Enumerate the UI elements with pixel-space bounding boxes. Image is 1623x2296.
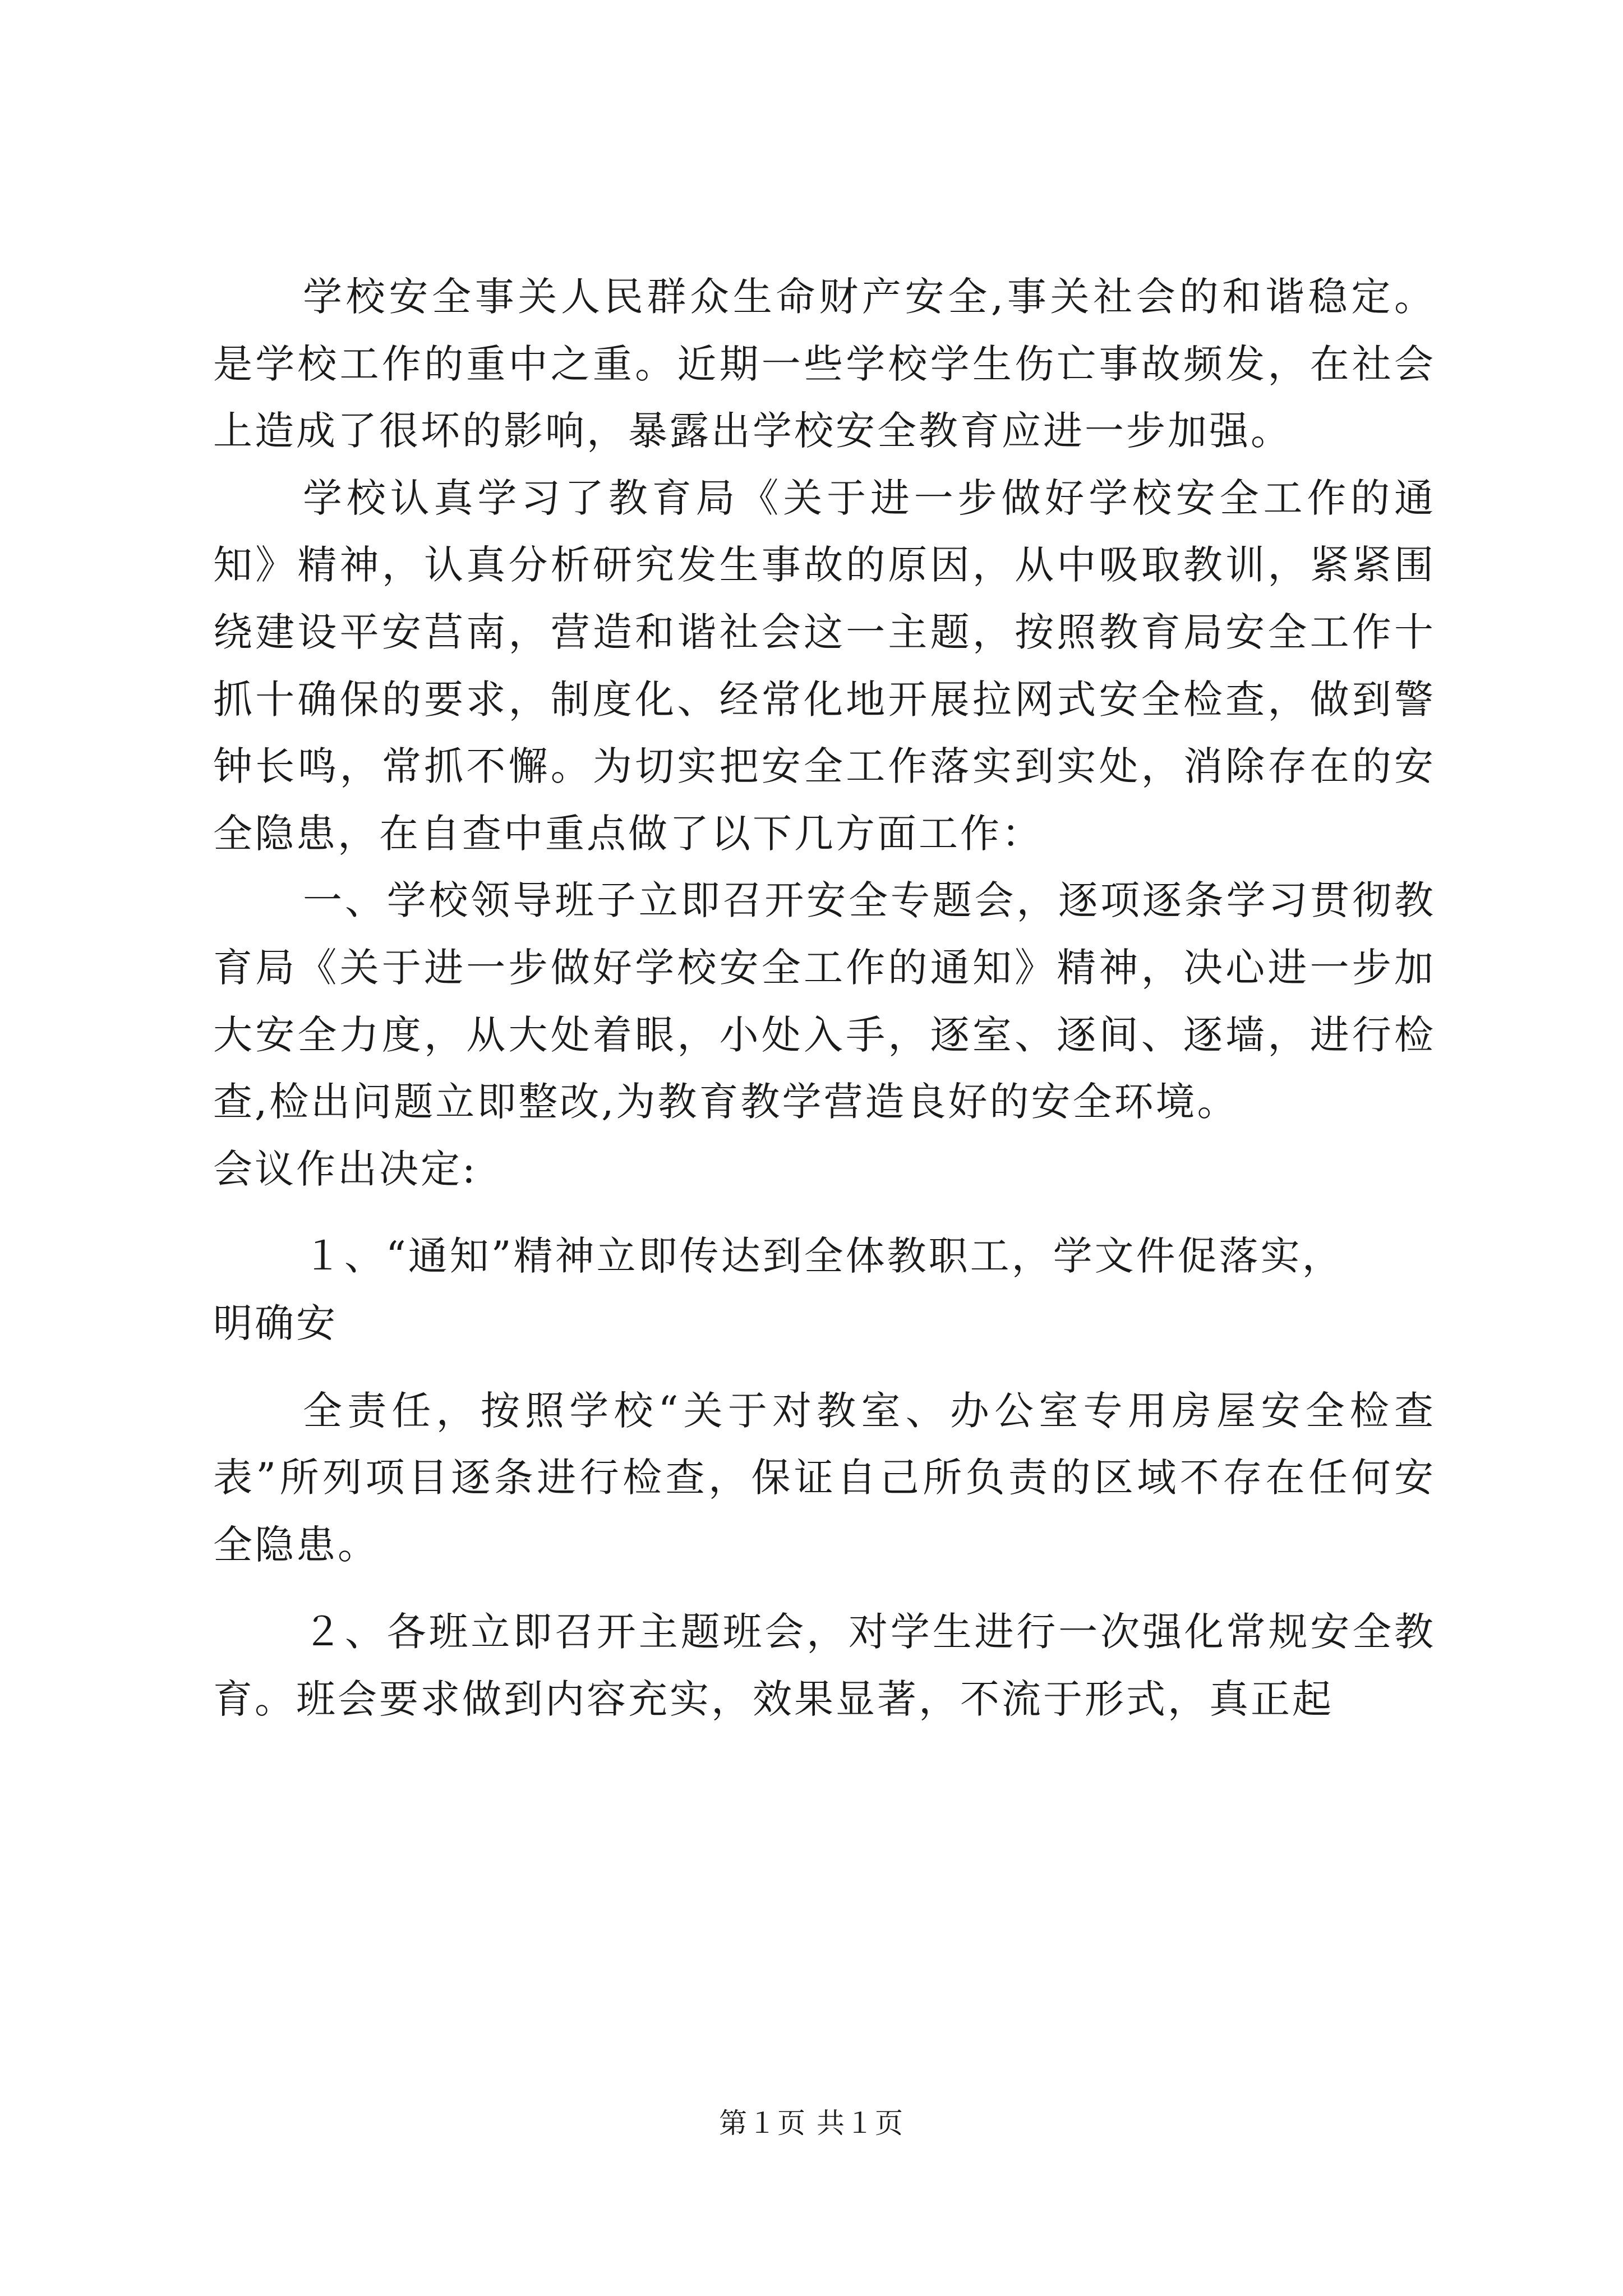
paragraph-decision-2: ２、各班立即召开主题班会，对学生进行一次强化常规安全教育。班会要求做到内容充实，效果显著，不流于形式，真正起 [213, 1609, 1436, 1722]
paragraph-decision-1-cont: 明确安 [213, 1300, 338, 1346]
document-body [213, 264, 1436, 1733]
paragraph-item-one: 一、学校领导班子立即召开安全专题会，逐项逐条学习贯彻教育局《关于进一步做好学校安全工作的通知》精神，决心进一步加大安全力度，从大处着眼，小处入手，逐室、逐间、逐墙，进行检查,检出问题立即整改,为教育教学营造良好的安全环境。 [213, 877, 1436, 1125]
page-number-footer: 第１页 共１页 [719, 2107, 904, 2139]
paragraph-intro: 学校安全事关人民群众生命财产安全,事关社会的和谐稳定。是学校工作的重中之重。近期一些学校学生伤亡事故频发，在社会上造成了很坏的影响，暴露出学校安全教育应进一步加强。 [213, 274, 1436, 454]
paragraph-study-notice: 学校认真学习了教育局《关于进一步做好学校安全工作的通知》精神，认真分析研究发生事故的原因，从中吸取教训，紧紧围绕建设平安莒南，营造和谐社会这一主题，按照教育局安全工作十抓十确保的要求，制度化、经常化地开展拉网式安全检查，做到警钟长鸣，常抓不懈。为切实把安全工作落实到实处，消除存在的安全隐患，在自查中重点做了以下几方面工作： [213, 475, 1436, 857]
paragraph-responsibility: 全责任，按照学校“关于对教室、办公室专用房屋安全检查表”所列项目逐条进行检查，保证自己所负责的区域不存在任何安全隐患。 [213, 1387, 1436, 1568]
paragraph-decision-1: １、“通知”精神立即传达到全体教职工，学文件促落实， [303, 1233, 1344, 1280]
paragraph-meeting-decision: 会议作出决定: [213, 1145, 478, 1192]
